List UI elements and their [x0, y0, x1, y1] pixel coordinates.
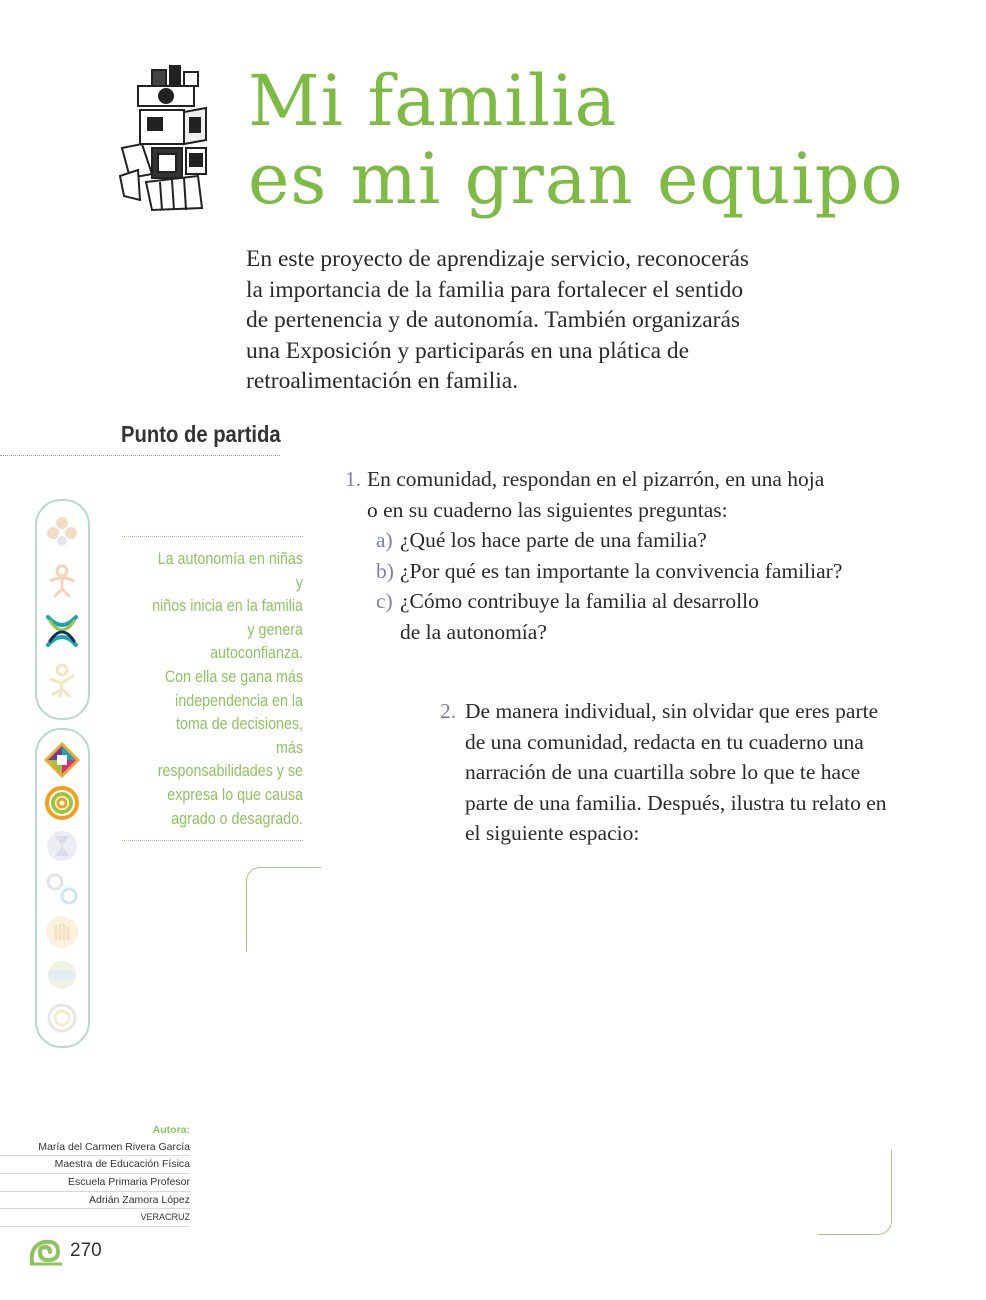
item-text: ¿Cómo contribuye la familia al desarrollo	[400, 589, 759, 613]
question-1-item-b	[376, 556, 865, 587]
title-line-2: es mi gran equipo	[248, 138, 904, 220]
colorful-diamond-icon	[42, 740, 82, 780]
orange-spiral-icon	[42, 783, 82, 823]
faded-hand-icon	[42, 912, 82, 952]
note-line: responsabilidades y se	[157, 761, 303, 781]
author-credits	[0, 1122, 190, 1227]
axis-rail-top	[35, 499, 90, 720]
item-letter: c)	[376, 589, 393, 613]
question-1-item-a	[376, 525, 865, 556]
drawing-area-bottom-right-corner	[818, 1150, 892, 1235]
faded-hourglass-icon	[42, 826, 82, 866]
item-letter: a)	[376, 528, 393, 552]
question-1-line: o en su cuaderno las siguientes preguntas:	[367, 497, 728, 522]
question-1-line: En comunidad, respondan en el pizarrón, en una hoja	[367, 467, 825, 491]
section-title: Punto de partida	[121, 421, 281, 447]
note-line: niños inicia en la familia	[152, 596, 303, 616]
side-note	[122, 536, 303, 841]
section-divider	[0, 455, 280, 456]
question-2-line: el siguiente espacio:	[465, 821, 640, 845]
faded-flower-icon	[42, 511, 82, 551]
item-text: ¿Por qué es tan importante la convivencia familiar?	[400, 558, 843, 583]
credits-line: VERACRUZ	[0, 1209, 190, 1227]
note-line: La autonomía en niñas y	[157, 549, 303, 592]
question-2-number: 2.	[440, 699, 457, 723]
note-line: y genera autoconfianza.	[210, 619, 303, 663]
note-line: expresa lo que causa	[167, 784, 303, 804]
note-line: independencia en la	[175, 690, 303, 710]
faded-chain-icon	[42, 869, 82, 909]
question-2	[440, 696, 900, 849]
faded-figure-icon	[42, 561, 82, 601]
question-2-line: De manera individual, sin olvidar que eres parte	[465, 699, 879, 723]
credits-label: Autora:	[152, 1124, 190, 1136]
question-1-item-c	[376, 586, 865, 647]
credits-line: Maestra de Educación Física	[0, 1156, 190, 1174]
faded-person-icon	[42, 661, 82, 701]
aztec-codex-figure-icon	[112, 64, 216, 212]
linked-people-icon	[42, 611, 82, 651]
question-2-line: parte de una familia. Después, ilustra tu relato en	[465, 790, 887, 815]
credits-line: Escuela Primaria Profesor	[0, 1174, 190, 1192]
question-2-line: narración de una cuartilla sobre lo que te hace	[465, 760, 861, 784]
note-line: toma de decisiones, más	[175, 714, 303, 757]
question-1-number: 1.	[345, 467, 362, 491]
snail-spiral-icon	[28, 1236, 64, 1268]
note-line: Con ella se gana más	[164, 666, 303, 686]
note-line: agrado o desagrado.	[171, 808, 303, 828]
page-title	[248, 62, 904, 218]
item-letter: b)	[376, 558, 394, 583]
faded-globe-icon	[42, 955, 82, 995]
item-text: ¿Qué los hace parte de una familia?	[400, 528, 707, 552]
page-number: 270	[70, 1240, 102, 1261]
drawing-area-top-left-corner	[246, 867, 321, 952]
axis-rail-bottom	[35, 728, 90, 1048]
credits-line: María del Carmen Rivera García	[0, 1139, 190, 1157]
credits-line: Adrián Zamora López	[0, 1192, 190, 1210]
question-2-line: de una comunidad, redacta en tu cuaderno una	[465, 729, 864, 754]
intro-paragraph: En este proyecto de aprendizaje servicio, reconocerás la importancia de la familia para fortalecer el sentido de pertenencia y de autonomía. También organizarás una Exposición y participarás en una plática de retroalimentación en familia.	[246, 246, 750, 394]
title-line-1: Mi familia	[248, 60, 618, 142]
item-text: de la autonomía?	[400, 619, 547, 644]
question-1	[345, 464, 865, 647]
faded-circle-icon	[42, 998, 82, 1038]
